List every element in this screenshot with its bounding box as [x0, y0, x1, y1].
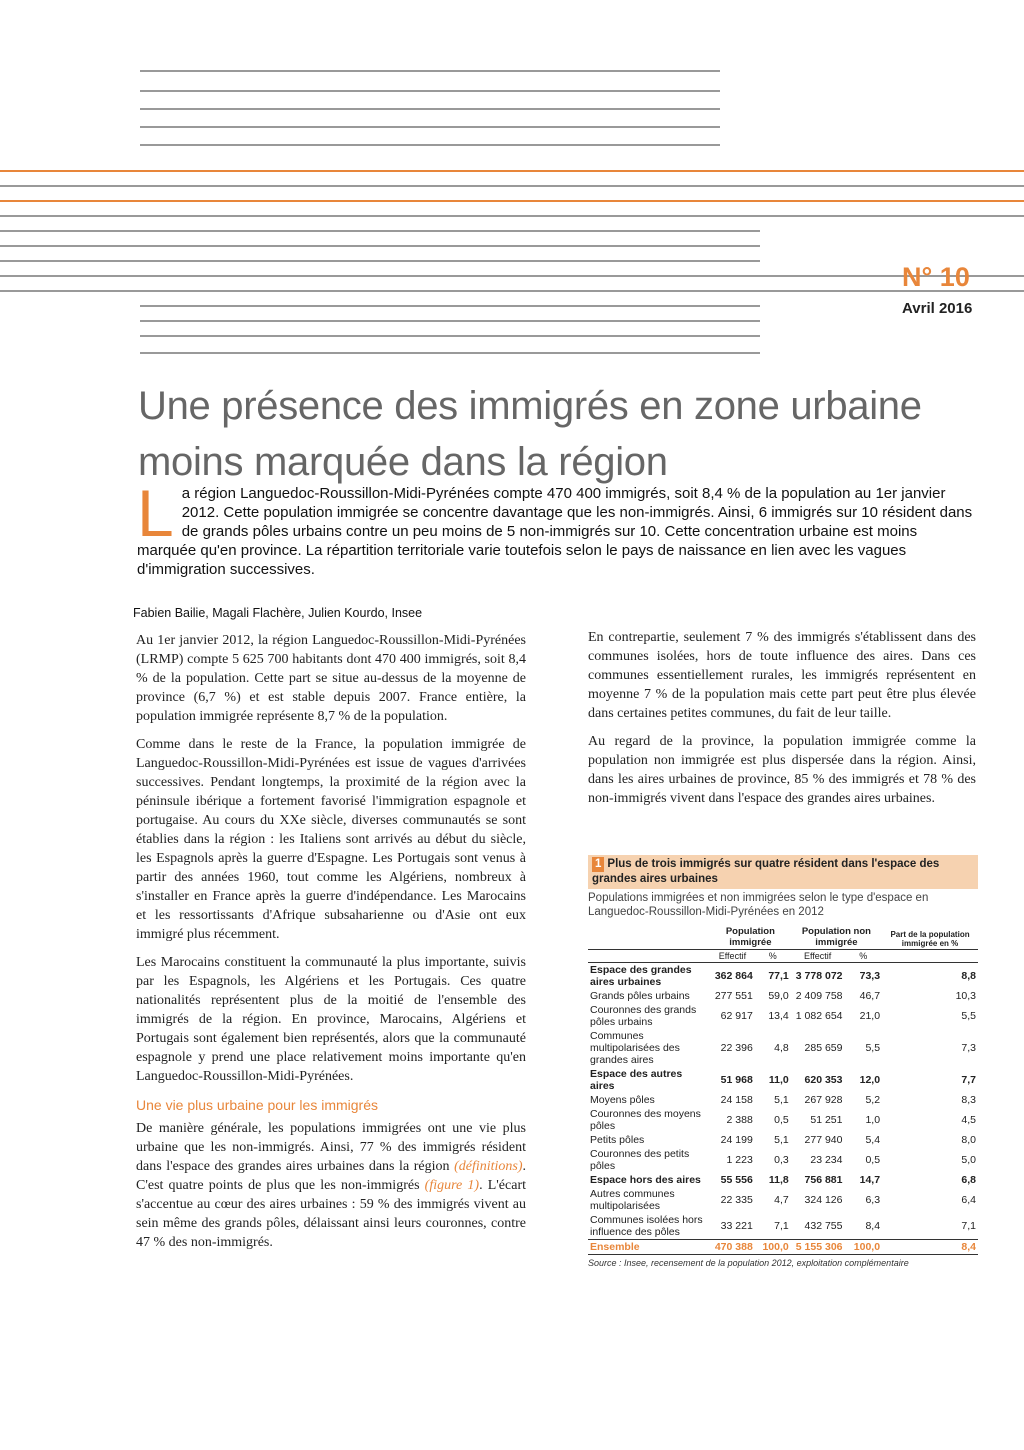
- table-cell: 24 199: [720, 1134, 753, 1146]
- table-row: [588, 1133, 978, 1147]
- table-cell: 24 158: [720, 1094, 753, 1106]
- table-cell: 73,3: [859, 970, 881, 982]
- figure-1: [588, 855, 978, 1268]
- table-cell: 5,5: [865, 1042, 881, 1054]
- table-cell: 14,7: [859, 1174, 881, 1186]
- table-cell: 5 155 306: [791, 1240, 845, 1255]
- dropcap: L: [137, 476, 174, 550]
- table-cell: 62 917: [720, 1010, 753, 1022]
- table-cell: 5,2: [865, 1094, 881, 1106]
- table-cell: 12,0: [859, 1074, 881, 1086]
- table-cell: 77,1: [768, 970, 789, 982]
- table-cell: 277 940: [804, 1134, 843, 1146]
- header-immigrant: Population immigrée: [725, 926, 775, 948]
- table-cell: 8,0: [961, 1134, 976, 1146]
- table-cell: 2 388: [726, 1114, 753, 1126]
- table-cell: 11,8: [768, 1174, 789, 1186]
- table-cell: 22 335: [720, 1194, 753, 1206]
- figure-number: 1: [592, 857, 604, 872]
- section-heading: Une vie plus urbaine pour les immigrés: [136, 1097, 378, 1113]
- row-label: Espace des autres aires: [590, 1068, 683, 1092]
- table-cell: 13,4: [768, 1010, 789, 1022]
- table-cell: 46,7: [859, 990, 881, 1002]
- header-share: Part de la population immigrée en %: [890, 930, 970, 948]
- row-label: Ensemble: [588, 1240, 710, 1255]
- table-cell: 3 778 072: [795, 970, 843, 982]
- row-label: Communes multipolarisées des grandes aires: [590, 1030, 680, 1066]
- table-cell: 7,3: [961, 1042, 976, 1054]
- paragraph: [136, 1119, 526, 1252]
- paragraph: En contrepartie, seulement 7 % des immigrés s'établissent dans des communes isolées, hors de toute influence des aires. Dans ces communes essentiellement rurales, les immigrés représentent en moyenne 7 % de la population mais cette part peut être plus élevée dans certaines petites communes, du fait de leur taille.: [588, 630, 976, 721]
- table-cell: 0,5: [774, 1114, 789, 1126]
- paragraph: Comme dans le reste de la France, la population immigrée de Languedoc-Roussillon-Midi-Pyrénées est issue de vagues d'arrivées successives. Pendant longtemps, la proximité de la région avec la péninsule ibérique a fortement favorisé l'immigration espagnole et portugaise. Au cours du XXe siècle, diverses communautés se sont établies dans la région : les Italiens sont arrivés au début du siècle, les Espagnols après la guerre d'Espagne. Les Portugais sont venus à partir des années 1960, tout comme les Algériens, nombreux à s'installer en France après la guerre d'indépendance. Les Marocains et les ressortissants d'Afrique subsaharienne ou d'Asie ont eux immigré plus récemment.: [136, 737, 526, 942]
- figure-source: Source : Insee, recensement de la population 2012, exploitation complémentaire: [588, 1258, 909, 1268]
- table-cell: 0,3: [774, 1154, 789, 1166]
- table-cell: 23 234: [810, 1154, 843, 1166]
- table-cell: 51 251: [810, 1114, 843, 1126]
- table-cell: 4,7: [774, 1194, 789, 1206]
- table-cell: 5,1: [774, 1134, 789, 1146]
- paragraph: Les Marocains constituent la communauté la plus importante, suivis par les Espagnols, les Algériens et les Portugais. Ces quatre nationalités représentent plus de la moitié de l'ensemble des immigrés de la région. En province, Marocains, Algériens et Portugais sont également bien représentés, alors que la communauté espagnole y prend une place relativement moins importante qu'en Languedoc-Roussillon-Midi-Pyrénées.: [136, 955, 526, 1084]
- table-cell: 5,0: [961, 1154, 976, 1166]
- table-cell: 21,0: [859, 1010, 881, 1022]
- table-cell: 1,0: [865, 1114, 881, 1126]
- table-cell: 7,1: [961, 1220, 976, 1232]
- table-cell: 11,0: [768, 1074, 789, 1086]
- row-label: Espace hors des aires: [590, 1174, 701, 1186]
- table-cell: 2 409 758: [795, 990, 843, 1002]
- row-label: Couronnes des petits pôles: [590, 1148, 690, 1172]
- text-run: De manière générale, les populations immigrées ont une vie plus urbaine que les non-immigrés. Ainsi, 77 % des immigrés résident dans l'espace des grandes aires urbaines dans la région: [136, 1121, 526, 1174]
- unit-blank: [882, 950, 978, 963]
- paragraph: Au regard de la province, la population immigrée comme la population non immigrée est plus dispersée dans la région. Ainsi, dans les aires urbaines de province, 85 % des immigrés et 78 % des non-immigrés vivent dans l'espace des grandes aires urbaines.: [588, 734, 976, 806]
- table-corner: [588, 925, 710, 950]
- paragraph: Au 1er janvier 2012, la région Languedoc-Roussillon-Midi-Pyrénées (LRMP) compte 5 625 700 habitants dont 470 400 immigrés, soit 8,4 % de la population. Cette part se situe au-dessus de la moyenne de province (6,7 %) et est stable depuis 2007. France entière, la population immigrée représente 8,7 % de la population.: [136, 633, 526, 724]
- row-label: Grands pôles urbains: [590, 990, 690, 1002]
- data-table: [588, 925, 978, 1255]
- table-row: [588, 989, 978, 1003]
- column-left: [136, 631, 526, 1261]
- table-cell: 470 388: [710, 1240, 755, 1255]
- lede-text: a région Languedoc-Roussillon-Midi-Pyrénées compte 470 400 immigrés, soit 8,4 % de la population au 1er janvier 2012. Cette population immigrée se concentre davantage que les non-immigrés. Ainsi, 6 immigrés sur 10 résident dans de grands pôles urbains contre un peu moins de 5 non-immigrés sur 10. Cette concentration urbaine est moins marquée qu'en province. La répartition territoriale varie toutefois selon le pays de naissance en lien avec les vagues d'immigration successives.: [137, 485, 973, 578]
- table-cell: 267 928: [804, 1094, 843, 1106]
- table-cell: 5,5: [961, 1010, 976, 1022]
- table-row: [588, 1187, 978, 1213]
- unit-effectif: Effectif: [710, 950, 755, 963]
- table-cell: 8,8: [961, 970, 976, 982]
- row-label: Autres communes multipolarisées: [590, 1188, 675, 1212]
- row-label: Couronnes des grands pôles urbains: [590, 1004, 697, 1028]
- table-total-row: [588, 1240, 978, 1255]
- table-cell: 100,0: [755, 1240, 791, 1255]
- figure-title-text: Plus de trois immigrés sur quatre résident dans l'espace des grandes aires urbaines: [592, 858, 940, 885]
- table-row: [588, 1147, 978, 1173]
- unit-percent: %: [755, 950, 791, 963]
- unit-blank: [588, 950, 710, 963]
- table-cell: 8,4: [882, 1240, 978, 1255]
- table-cell: 0,5: [865, 1154, 881, 1166]
- figure-subtitle: Populations immigrées et non immigrées selon le type d'espace en Languedoc-Roussillon-Midi-Pyrénées en 2012: [588, 892, 929, 918]
- row-label: Petits pôles: [590, 1134, 645, 1146]
- text-run: . L'écart s'accentue au cœur des aires urbaines : 59 % des immigrés vivent au sein même des grands pôles, délaissant ainsi leurs couronnes, contre 47 % des non-immigrés.: [136, 1178, 526, 1250]
- issue-date: Avril 2016: [902, 300, 973, 317]
- table-cell: 5,4: [865, 1134, 881, 1146]
- issue-number: N° 10: [902, 262, 970, 292]
- table-cell: 1 082 654: [795, 1010, 843, 1022]
- table-cell: 1 223: [726, 1154, 753, 1166]
- table-cell: 55 556: [720, 1174, 753, 1186]
- row-label: Communes isolées hors influence des pôles: [590, 1214, 703, 1238]
- table-cell: 7,7: [961, 1074, 976, 1086]
- unit-effectif: Effectif: [791, 950, 845, 963]
- table-cell: 59,0: [768, 990, 789, 1002]
- table-cell: 33 221: [720, 1220, 753, 1232]
- text-run: . C'est quatre points de plus que les non-immigrés: [136, 1159, 526, 1193]
- table-cell: 4,5: [961, 1114, 976, 1126]
- figure-link[interactable]: (figure 1): [424, 1178, 480, 1193]
- table-row: [588, 1029, 978, 1067]
- table-cell: 6,4: [961, 1194, 976, 1206]
- lede: [137, 476, 975, 579]
- row-label: Espace des grandes aires urbaines: [590, 964, 692, 988]
- table-cell: 4,8: [774, 1042, 789, 1054]
- table-cell: 100,0: [845, 1240, 883, 1255]
- table-cell: 277 551: [714, 990, 753, 1002]
- table-row: [588, 963, 978, 990]
- table-row: [588, 1003, 978, 1029]
- unit-percent: %: [845, 950, 883, 963]
- header-non-immigrant: Population non immigrée: [801, 926, 871, 948]
- table-body: [588, 963, 978, 1255]
- table-cell: 620 353: [804, 1074, 843, 1086]
- figure-title: [588, 855, 978, 889]
- table-cell: 5,1: [774, 1094, 789, 1106]
- table-cell: 8,3: [961, 1094, 976, 1106]
- page-title: Une présence des immigrés en zone urbaine moins marquée dans la région: [138, 384, 922, 484]
- table-cell: 324 126: [804, 1194, 843, 1206]
- table-row: [588, 1213, 978, 1240]
- row-label: Moyens pôles: [590, 1094, 655, 1106]
- header-banner: [0, 60, 1024, 370]
- table-row: [588, 1093, 978, 1107]
- table-cell: 6,8: [961, 1174, 976, 1186]
- table-row: [588, 1107, 978, 1133]
- authors: Fabien Bailie, Magali Flachère, Julien Kourdo, Insee: [133, 606, 423, 620]
- column-right: [588, 628, 976, 817]
- table-cell: 6,3: [865, 1194, 881, 1206]
- definitions-link[interactable]: (définitions): [454, 1159, 523, 1174]
- table-cell: 10,3: [955, 990, 976, 1002]
- table-cell: 8,4: [865, 1220, 881, 1232]
- table-row: [588, 1067, 978, 1093]
- table-cell: 432 755: [804, 1220, 843, 1232]
- row-label: Couronnes des moyens pôles: [590, 1108, 701, 1132]
- table-cell: 285 659: [804, 1042, 843, 1054]
- table-cell: 362 864: [714, 970, 753, 982]
- table-cell: 51 968: [720, 1074, 753, 1086]
- table-cell: 7,1: [774, 1220, 789, 1232]
- table-cell: 22 396: [720, 1042, 753, 1054]
- table-cell: 756 881: [804, 1174, 843, 1186]
- table-row: [588, 1173, 978, 1187]
